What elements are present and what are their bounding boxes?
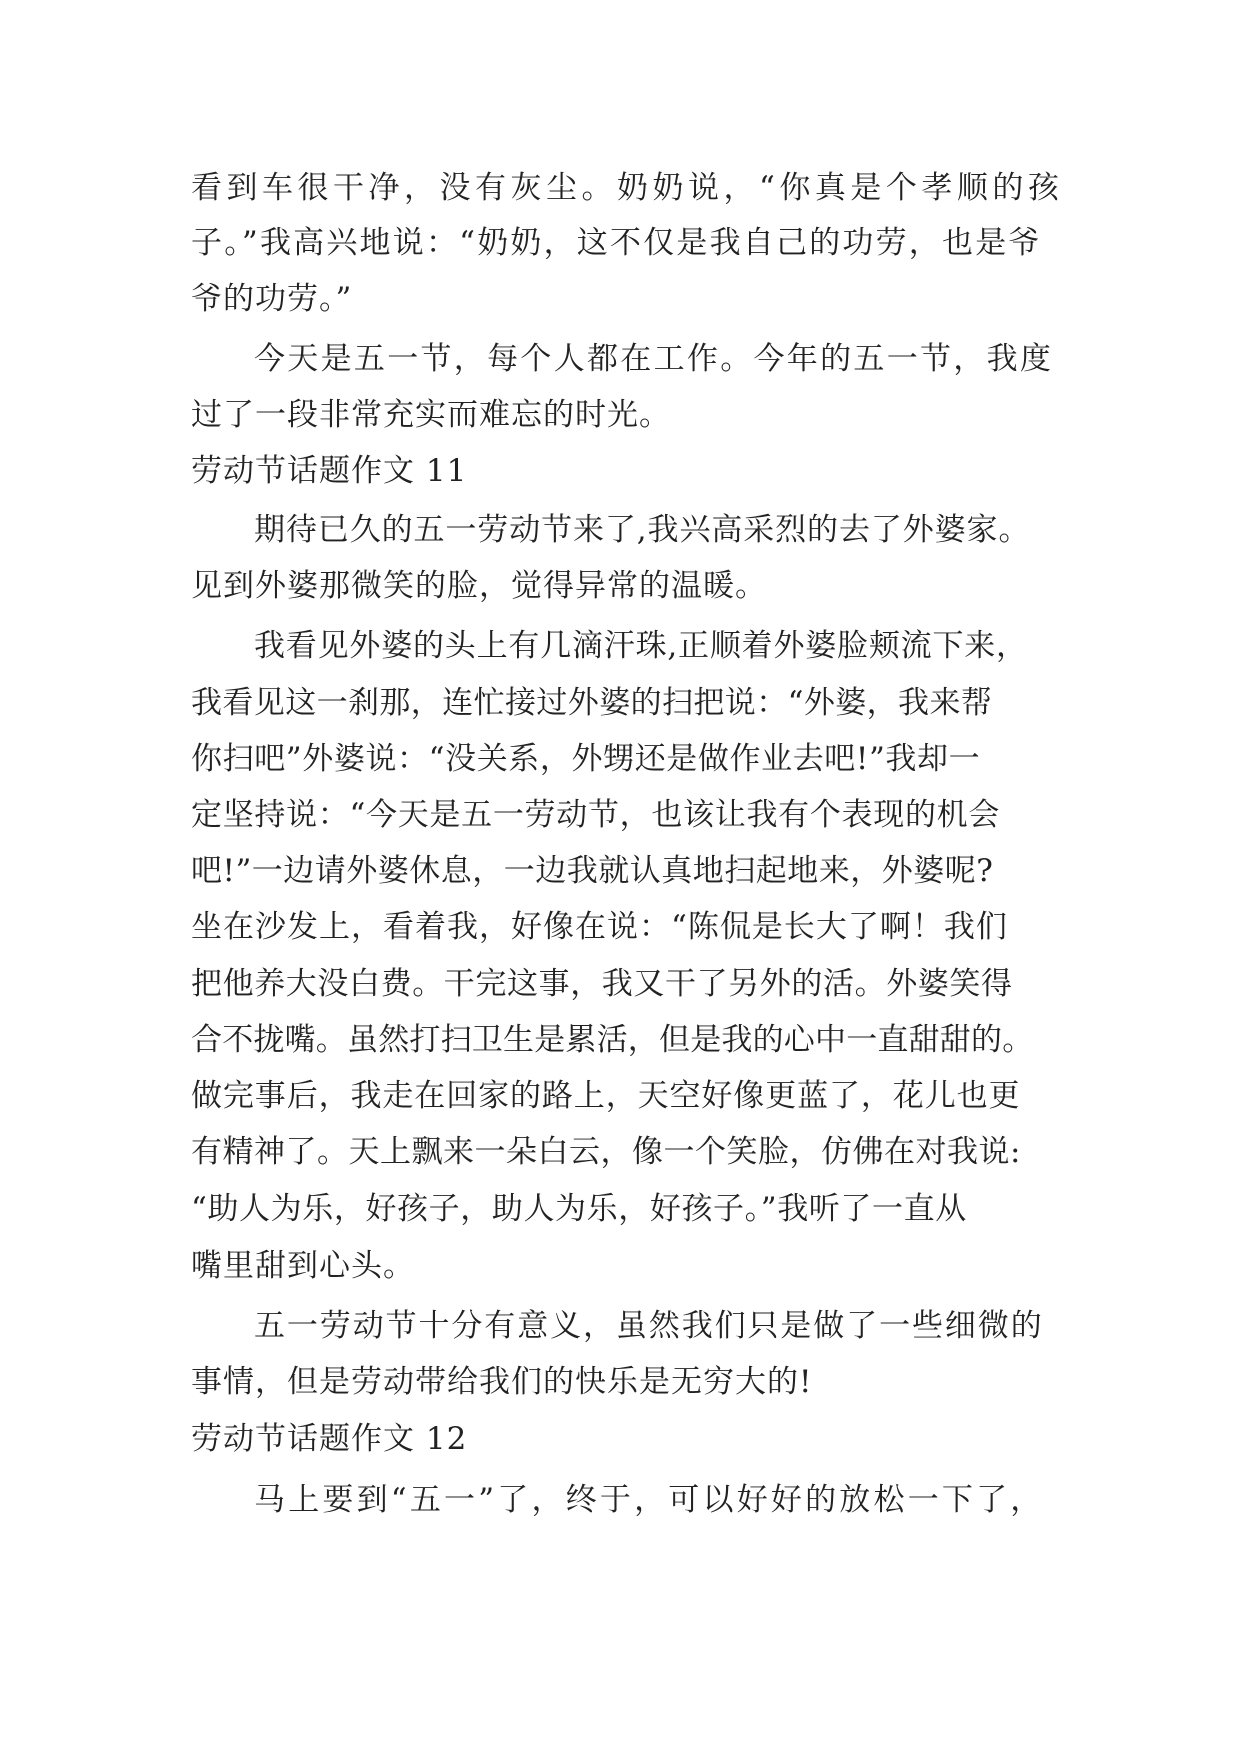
paragraph-line: 坐在沙发上，看着我，好像在说：“陈侃是长大了啊！我们	[191, 909, 1008, 945]
paragraph-line: 合不拢嘴。虽然打扫卫生是累活，但是我的心中一直甜甜的。	[191, 1022, 1034, 1058]
section-heading: 劳动节话题作文 12	[191, 1421, 468, 1457]
paragraph-line: 子。”我高兴地说：“奶奶，这不仅是我自己的功劳，也是爷	[191, 225, 1042, 261]
paragraph-line: 吧!”一边请外婆休息，一边我就认真地扫起地来，外婆呢?	[191, 853, 994, 889]
paragraph-line: 做完事后，我走在回家的路上，天空好像更蓝了，花儿也更	[191, 1078, 1021, 1114]
section-heading: 劳动节话题作文 11	[191, 453, 468, 489]
paragraph-line: 嘴里甜到心头。	[191, 1248, 415, 1284]
paragraph-line: 马上要到“五一”了，终于，可以好好的放松一下了，	[254, 1482, 1045, 1518]
paragraph-line: 有精神了。天上飘来一朵白云，像一个笑脸，仿佛在对我说:	[191, 1134, 1021, 1170]
paragraph-line: 我看见外婆的头上有几滴汗珠,正顺着外婆脸颊流下来，	[254, 628, 1028, 664]
paragraph-line: 过了一段非常充实而难忘的时光。	[191, 397, 671, 433]
paragraph-line: 五一劳动节十分有意义，虽然我们只是做了一些细微的	[254, 1308, 1044, 1344]
paragraph-line: 看到车很干净，没有灰尘。奶奶说，“你真是个孝顺的孩	[191, 170, 1064, 206]
paragraph-line: 你扫吧”外婆说：“没关系，外甥还是做作业去吧!”我却一	[191, 741, 981, 777]
paragraph-line: “助人为乐，好孩子，助人为乐，好孩子。”我听了一直从	[191, 1191, 967, 1227]
paragraph-line: 今天是五一节，每个人都在工作。今年的五一节，我度	[254, 341, 1054, 377]
paragraph-line: 期待已久的五一劳动节来了,我兴高采烈的去了外婆家。	[254, 512, 1031, 548]
paragraph-line: 见到外婆那微笑的脸，觉得异常的温暖。	[191, 568, 767, 604]
paragraph-line: 事情，但是劳动带给我们的快乐是无穷大的!	[191, 1364, 813, 1400]
paragraph-line: 定坚持说：“今天是五一劳动节，也该让我有个表现的机会	[191, 797, 1001, 833]
paragraph-line: 爷的功劳。”	[191, 281, 353, 317]
paragraph-line: 把他养大没白费。干完这事，我又干了另外的活。外婆笑得	[191, 966, 1013, 1002]
paragraph-line: 我看见这一刹那，连忙接过外婆的扫把说：“外婆，我来帮	[191, 685, 993, 721]
